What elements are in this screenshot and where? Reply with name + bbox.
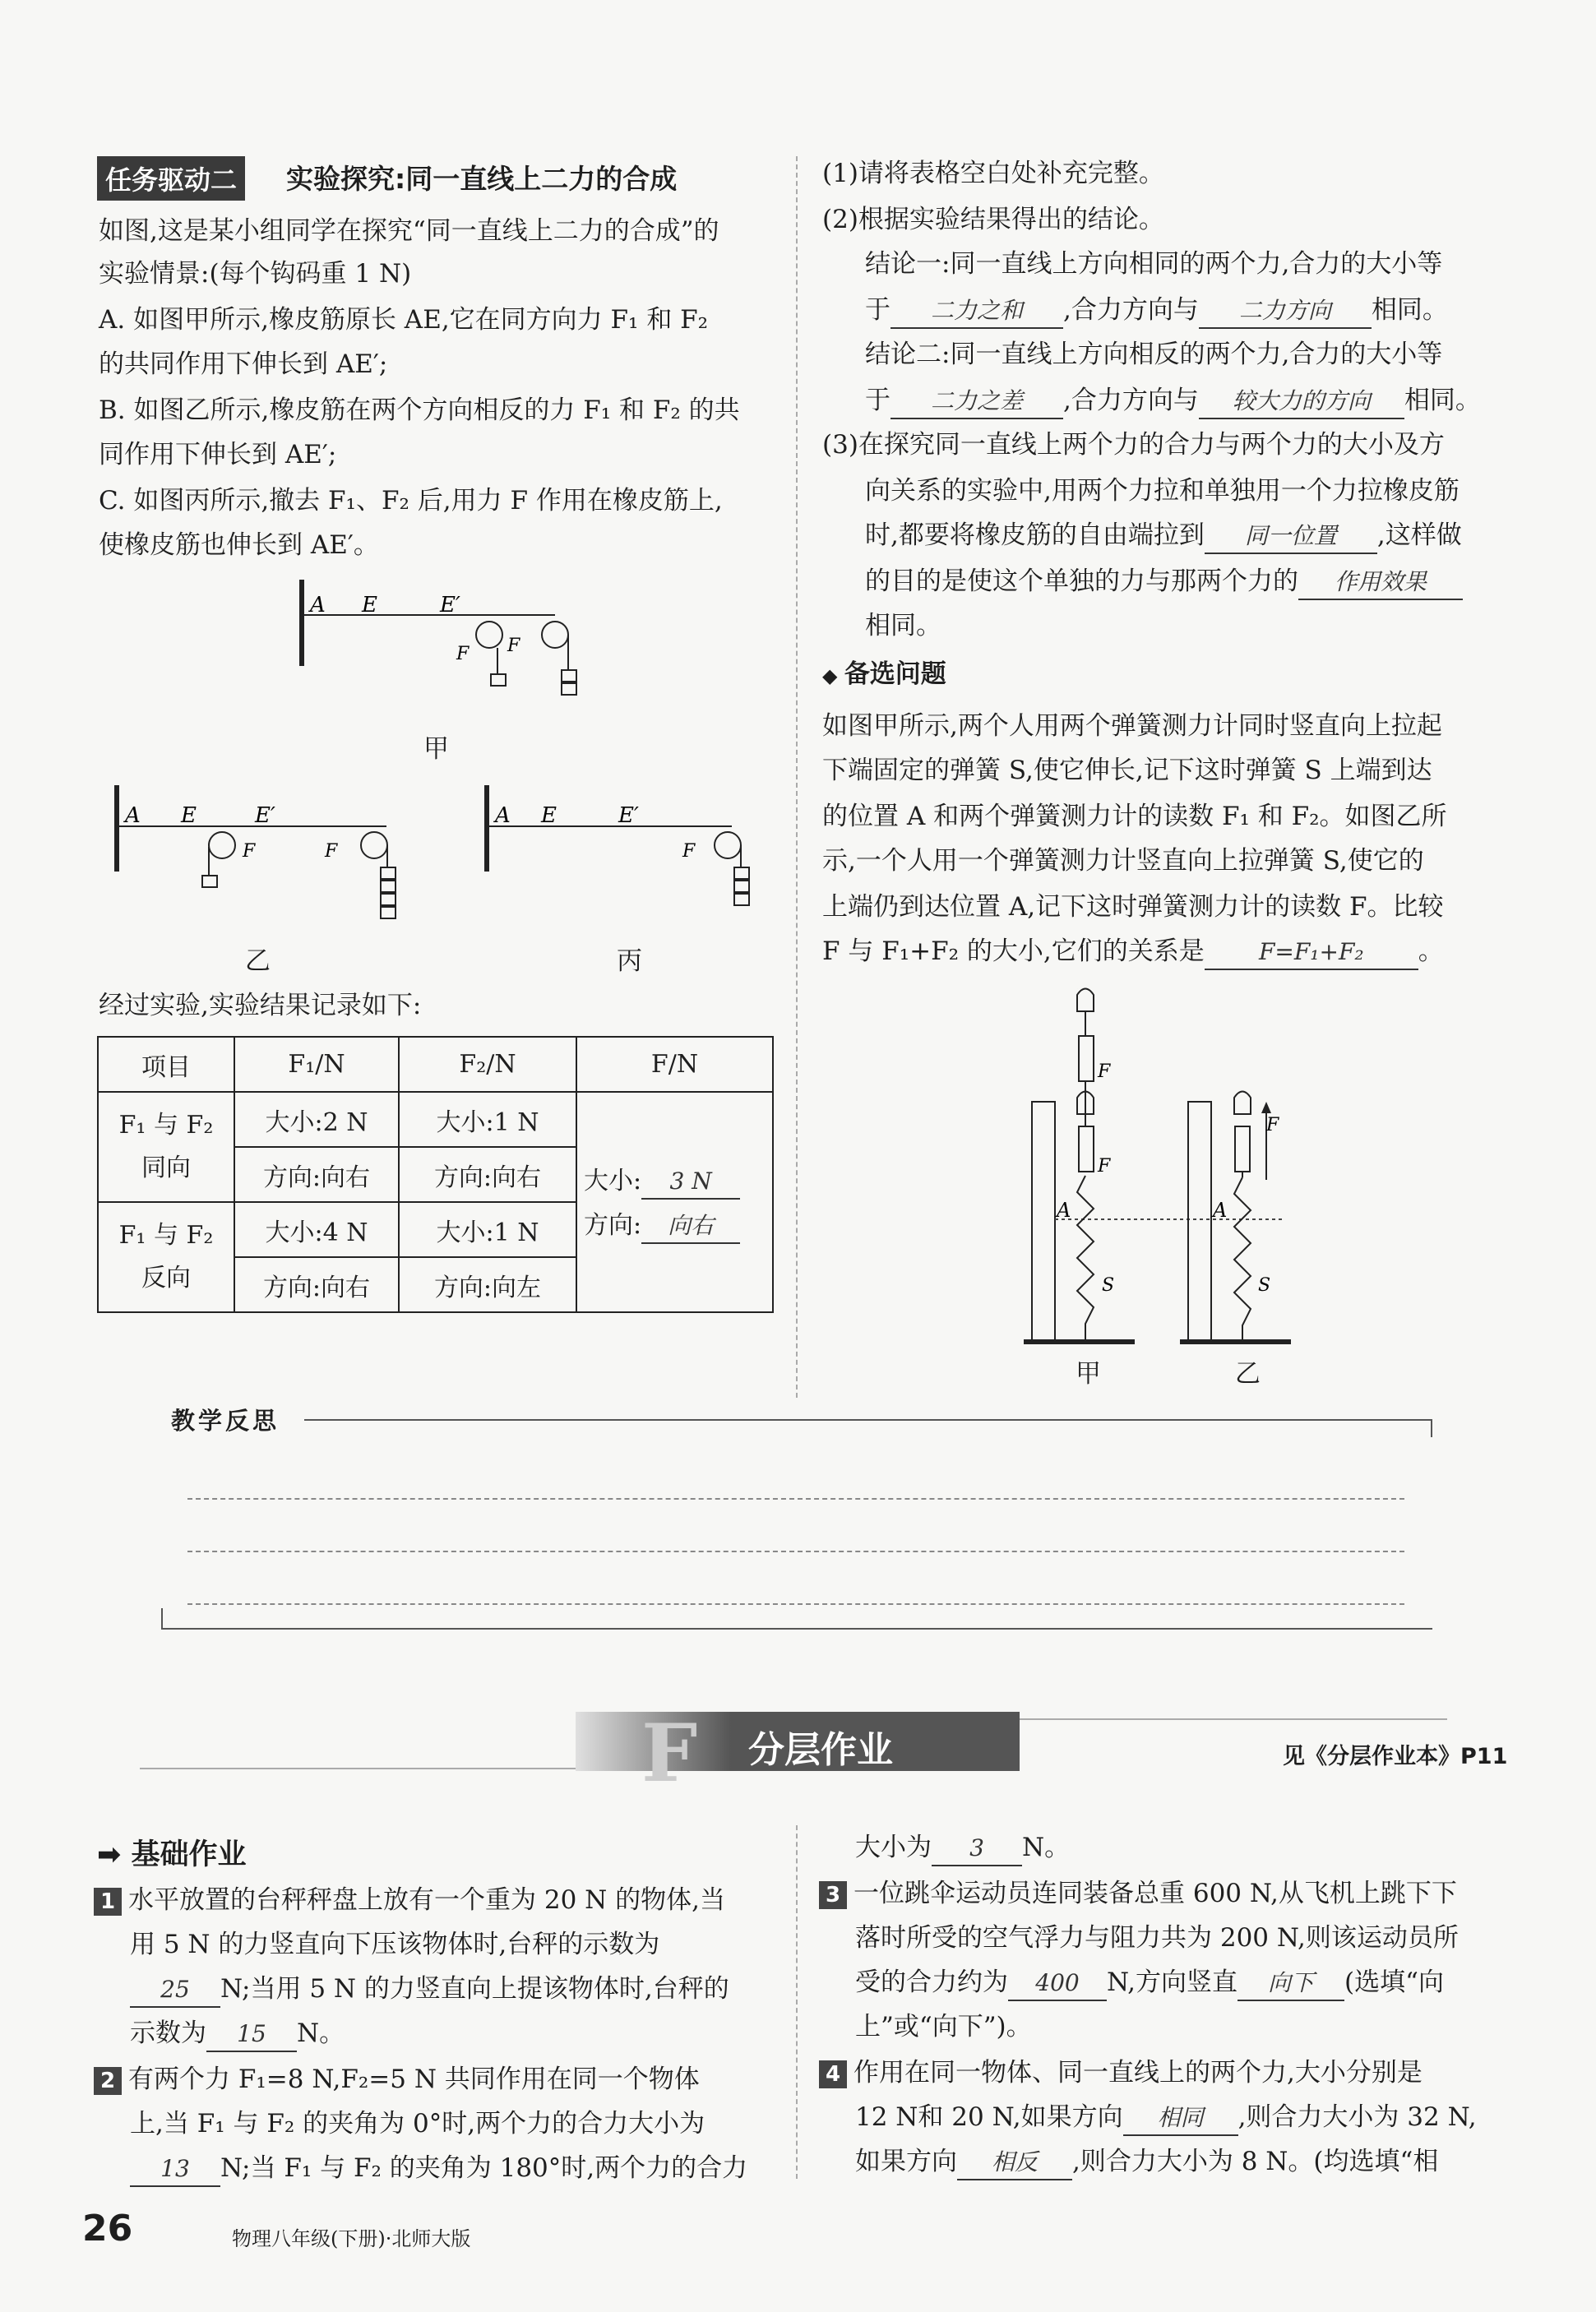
q4-text-3-post: ,则合力大小为 8 N。(均选填“相 <box>1072 2147 1439 2176</box>
bottom-column-divider <box>796 1825 798 2179</box>
step-b-line-1: B. 如图乙所示,橡皮筋在两个方向相反的力 F₁ 和 F₂ 的共 <box>99 395 740 425</box>
figure-bing <box>477 781 756 954</box>
step-c-line-2: 使橡皮筋也伸长到 AE′。 <box>99 530 379 560</box>
c1-post: 相同。 <box>1371 295 1448 325</box>
svg-text:.: . <box>1077 989 1078 990</box>
alt-line-4: 示,一个人用一个弹簧测力计竖直向上拉弹簧 S,使它的 <box>822 846 1424 876</box>
q2-answer-2: 3 <box>932 1832 1022 1866</box>
cell-r2b-f1: 方向:向右 <box>234 1257 399 1312</box>
conclusion-2-line-1: 结论二:同一直线上方向相反的两个力,合力的大小等 <box>865 340 1443 369</box>
q1-text-1: 水平放置的台秤秤盘上放有一个重为 20 N 的物体,当 <box>128 1885 725 1915</box>
spring-fig-yi-label: 乙 <box>1235 1359 1261 1389</box>
q3-text-3-mid: N,方向竖直 <box>1107 1968 1237 1997</box>
q3-answer-1: 400 <box>1008 1967 1107 2001</box>
basic-homework-title <box>97 1832 247 1873</box>
reflection-right-tick <box>1431 1419 1432 1437</box>
q4-line-3 <box>855 2139 1438 2184</box>
banner-left-rule <box>140 1768 576 1769</box>
table-header-f1: F₁/N <box>234 1037 399 1092</box>
svg-text:F: F <box>456 644 470 664</box>
svg-text:F: F <box>243 841 256 862</box>
cell-r2a-f2: 大小:1 N <box>399 1202 576 1257</box>
figure-yi <box>107 781 403 954</box>
intro-line-1: 如图,这是某小组同学在探究“同一直线上二力的合成”的 <box>99 216 719 246</box>
q3c-pre: 时,都要将橡皮筋的自由端拉到 <box>865 520 1205 550</box>
reflection-title: 教学反思 <box>171 1407 280 1435</box>
step-c-line-1: C. 如图丙所示,撤去 F₁、F₂ 后,用力 F 作用在橡皮筋上, <box>99 486 723 516</box>
task-tag: 任务驱动二 <box>97 156 245 201</box>
conclusion-1-line-1: 结论一:同一直线上方向相同的两个力,合力的大小等 <box>865 249 1443 279</box>
q4-number: 4 <box>819 2060 847 2088</box>
alt6-post: 。 <box>1418 936 1444 966</box>
cell-r2b-f2: 方向:向左 <box>399 1257 576 1312</box>
svg-text:S: S <box>1102 1275 1115 1296</box>
q-part-3-line-4 <box>865 559 1463 603</box>
cell-resultant-force <box>576 1092 773 1312</box>
q4-text-2-pre: 12 N和 20 N,如果方向 <box>855 2102 1123 2132</box>
book-title: 物理八年级(下册)·北师大版 <box>232 2227 471 2250</box>
q3c-answer: 同一位置 <box>1205 520 1377 554</box>
c1-pre: 于 <box>865 295 891 325</box>
q1-text-3: N;当用 5 N 的力竖直向上提该物体时,台秤的 <box>220 1974 729 2004</box>
q3-text-1: 一位跳伞运动员连同装备总重 600 N,从飞机上跳下下 <box>854 1879 1457 1908</box>
q-part-3-line-2: 向关系的实验中,用两个力拉和单独用一个力拉橡皮筋 <box>865 476 1460 506</box>
q1-line-2: 用 5 N 的力竖直向下压该物体时,台秤的示数为 <box>130 1930 660 1959</box>
cell-r2a-f1: 大小:4 N <box>234 1202 399 1257</box>
f-dir-answer: 向右 <box>641 1209 740 1244</box>
q3-line-1 <box>819 1871 1457 1916</box>
table-header-f2: F₂/N <box>399 1037 576 1092</box>
layer-banner <box>576 1707 1020 1800</box>
q3-answer-2: 向下 <box>1237 1967 1344 2001</box>
c2-post: 相同。 <box>1404 386 1481 415</box>
q4-answer-2: 相反 <box>957 2146 1072 2180</box>
alt-line-3: 的位置 A 和两个弹簧测力计的读数 F₁ 和 F₂。如图乙所 <box>822 802 1447 831</box>
c2-answer-2: 较大力的方向 <box>1199 385 1404 419</box>
page-number: 26 <box>82 2208 133 2250</box>
q2-line-2: 上,当 F₁ 与 F₂ 的夹角为 0°时,两个力的合力大小为 <box>130 2109 705 2139</box>
q1-line-3 <box>130 1967 729 2011</box>
q1-text-4-pre: 示数为 <box>130 2018 206 2048</box>
svg-text:F: F <box>507 636 520 656</box>
reflection-line-1 <box>187 1498 1404 1500</box>
q1-line-1 <box>94 1878 725 1922</box>
alt-question-title <box>822 653 946 690</box>
c2-answer-1: 二力之差 <box>891 385 1063 419</box>
figure-jia <box>292 576 588 715</box>
q3d-pre: 的目的是使这个单独的力与那两个力的 <box>865 566 1298 596</box>
q3-line-4: 上”或“向下”)。 <box>855 2012 1032 2041</box>
f-size-answer: 3 N <box>641 1165 740 1200</box>
svg-text:F: F <box>682 841 696 862</box>
q4-line-1 <box>819 2051 1423 2095</box>
q3-line-3 <box>855 1960 1444 2005</box>
q3-text-3-post: (选填“向 <box>1344 1968 1444 1997</box>
alt-title-text: 备选问题 <box>844 659 946 689</box>
step-a-line-1: A. 如图甲所示,橡皮筋原长 AE,它在同方向力 F₁ 和 F₂ <box>99 305 709 335</box>
svg-text:E′: E′ <box>440 593 460 617</box>
c2-mid: ,合力方向与 <box>1063 386 1199 415</box>
f-dir-label: 方向: <box>584 1211 642 1240</box>
layer-reference: 见《分层作业本》P11 <box>1283 1744 1508 1769</box>
results-table <box>97 1036 774 1313</box>
letter-f-icon: F <box>641 1707 698 1800</box>
reflection-line-2 <box>187 1551 1404 1552</box>
q4-answer-1: 相同 <box>1123 2102 1238 2136</box>
conclusion-1-line-2 <box>865 288 1448 332</box>
q2-text-4-pre: 大小为 <box>855 1833 932 1862</box>
svg-text:F: F <box>1266 1115 1279 1135</box>
row-same-direction-label: F₁ 与 F₂ 同向 <box>98 1092 234 1202</box>
spring-fig-jia-label: 甲 <box>1076 1359 1101 1389</box>
q2-text-4-post: N。 <box>1022 1833 1071 1862</box>
f-size-label: 大小: <box>584 1167 642 1195</box>
c1-answer-2: 二力方向 <box>1199 294 1372 329</box>
cell-r1b-f2: 方向:向右 <box>399 1147 576 1202</box>
q3d-answer: 作用效果 <box>1298 566 1463 600</box>
q-part-3-line-5: 相同。 <box>865 611 941 640</box>
svg-text:A: A <box>1213 1199 1228 1222</box>
layer-banner-title: 分层作业 <box>748 1729 893 1771</box>
q3-text-3-pre: 受的合力约为 <box>855 1968 1008 1997</box>
diamond-icon: ◆ <box>822 664 844 687</box>
q-part-2: (2)根据实验结果得出的结论。 <box>822 205 1164 234</box>
q1-answer-1: 25 <box>130 1973 220 2008</box>
alt-line-6 <box>822 929 1444 973</box>
alt6-pre: F 与 F₁+F₂ 的大小,它们的关系是 <box>822 936 1205 966</box>
q2-answer-1: 13 <box>130 2152 220 2187</box>
q1-line-4 <box>130 2011 345 2055</box>
q4-text-1: 作用在同一物体、同一直线上的两个力,大小分别是 <box>854 2058 1423 2088</box>
result-intro: 经过实验,实验结果记录如下: <box>99 991 422 1020</box>
svg-text:F: F <box>325 841 338 862</box>
figure-yi-label: 乙 <box>245 946 271 976</box>
q4-text-3-pre: 如果方向 <box>855 2147 957 2176</box>
q2-line-3 <box>130 2146 747 2190</box>
q2-text-3: N;当 F₁ 与 F₂ 的夹角为 180°时,两个力的合力 <box>220 2153 748 2183</box>
row-opposite-direction-label: F₁ 与 F₂ 反向 <box>98 1202 234 1312</box>
alt-line-5: 上端仍到达位置 A,记下这时弹簧测力计的读数 F。比较 <box>822 892 1444 922</box>
q-part-3-line-1: (3)在探究同一直线上两个力的合力与两个力的大小及方 <box>822 430 1445 460</box>
conclusion-2-line-2 <box>865 378 1481 423</box>
arrow-icon: ➡ <box>97 1838 132 1871</box>
column-divider <box>796 156 798 1398</box>
q1-text-4-post: N。 <box>297 2018 345 2048</box>
svg-text:F: F <box>1098 1156 1111 1177</box>
q2-text-1: 有两个力 F₁=8 N,F₂=5 N 共同作用在同一个物体 <box>128 2065 700 2094</box>
c2-pre: 于 <box>865 386 891 415</box>
q-part-1: (1)请将表格空白处补充完整。 <box>822 159 1164 188</box>
alt6-answer: F=F₁+F₂ <box>1205 936 1418 970</box>
cell-r1b-f1: 方向:向右 <box>234 1147 399 1202</box>
c1-answer-1: 二力之和 <box>891 294 1063 329</box>
svg-text:A: A <box>125 803 141 828</box>
q1-number: 1 <box>94 1888 122 1916</box>
table-header-f: F/N <box>576 1037 773 1092</box>
q4-text-2-post: ,则合力大小为 32 N, <box>1237 2102 1477 2132</box>
task-title: 实验探究:同一直线上二力的合成 <box>286 163 678 195</box>
svg-text:E: E <box>181 803 197 828</box>
svg-text:F: F <box>1098 1061 1111 1082</box>
svg-text:A: A <box>1057 1199 1071 1222</box>
alt-line-2: 下端固定的弹簧 S,使它伸长,记下这时弹簧 S 上端到达 <box>822 756 1432 785</box>
c1-mid: ,合力方向与 <box>1063 295 1199 325</box>
basic-title-text: 基础作业 <box>131 1838 247 1871</box>
svg-text:E: E <box>362 593 377 617</box>
q2-number: 2 <box>94 2067 122 2095</box>
step-a-line-2: 的共同作用下伸长到 AE′; <box>99 349 388 379</box>
step-b-line-2: 同作用下伸长到 AE′; <box>99 440 337 469</box>
svg-text:E: E <box>541 803 557 828</box>
cell-r1a-f1: 大小:2 N <box>234 1092 399 1147</box>
svg-text:A: A <box>495 803 511 828</box>
table-header-item: 项目 <box>98 1037 234 1092</box>
spring-figures <box>1020 987 1332 1365</box>
intro-line-2: 实验情景:(每个钩码重 1 N) <box>99 259 412 289</box>
q2-line-4 <box>855 1825 1070 1870</box>
q3-number: 3 <box>819 1881 847 1909</box>
q1-answer-2: 15 <box>206 2018 297 2052</box>
q-part-3-line-3 <box>865 513 1462 557</box>
svg-text:A: A <box>310 593 326 617</box>
svg-text:S: S <box>1258 1275 1271 1296</box>
reflection-bottom-rule <box>161 1608 1432 1630</box>
reflection-top-rule <box>304 1419 1432 1421</box>
q4-line-2 <box>855 2095 1477 2139</box>
svg-text:E′: E′ <box>255 803 275 828</box>
figure-bing-label: 丙 <box>617 946 642 976</box>
banner-right-rule <box>1020 1718 1447 1720</box>
alt-line-1: 如图甲所示,两个人用两个弹簧测力计同时竖直向上拉起 <box>822 711 1442 741</box>
cell-r1a-f2: 大小:1 N <box>399 1092 576 1147</box>
svg-text:E′: E′ <box>618 803 639 828</box>
q3-line-2: 落时所受的空气浮力与阻力共为 200 N,则该运动员所 <box>855 1923 1459 1953</box>
q3c-post: ,这样做 <box>1376 520 1462 550</box>
q2-line-1 <box>94 2057 700 2102</box>
figure-jia-label: 甲 <box>423 734 449 764</box>
reflection-line-3 <box>187 1603 1404 1605</box>
